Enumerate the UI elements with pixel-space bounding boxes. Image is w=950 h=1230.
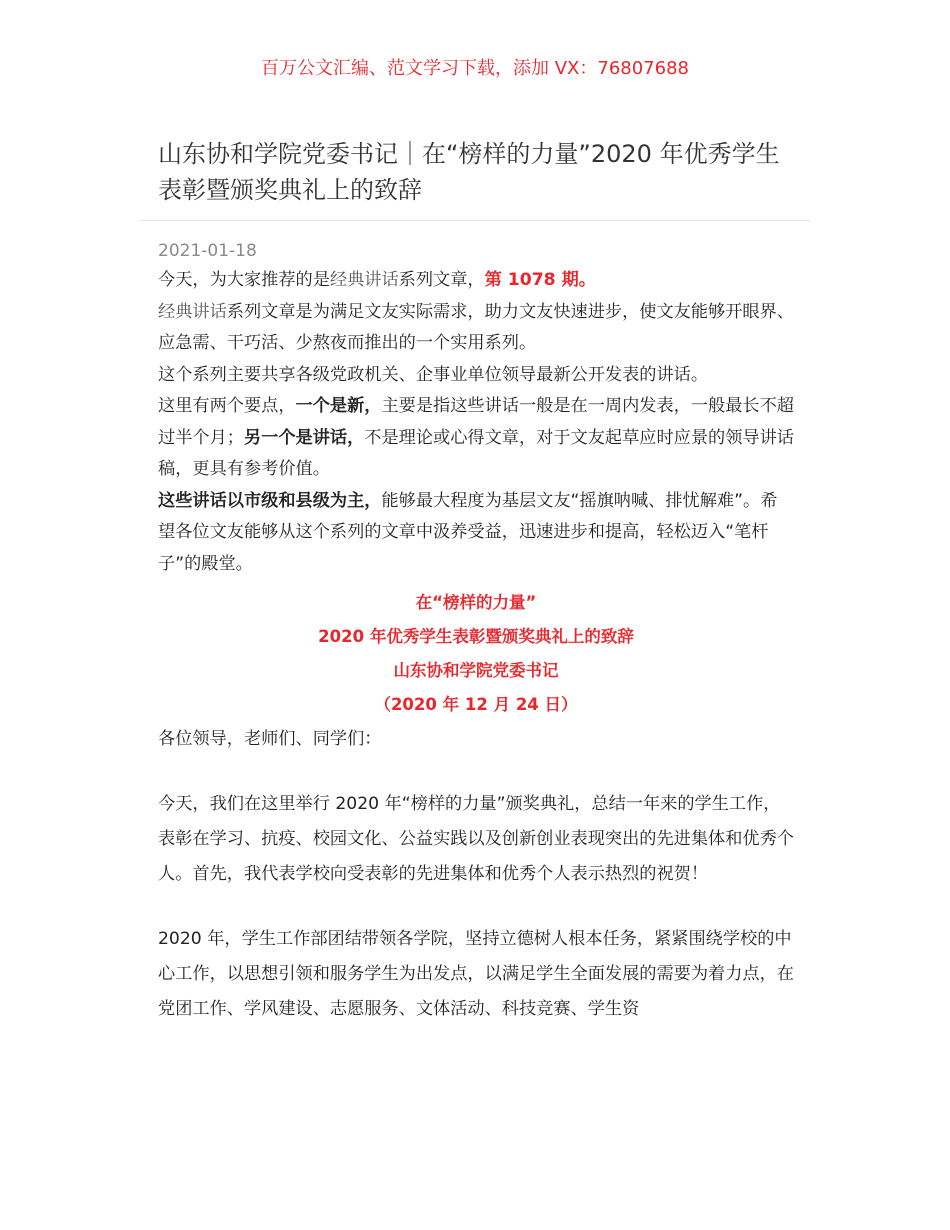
intro-paragraph-4: 这里有两个要点，一个是新，主要是指这些讲话一般是在一周内发表，一般最长不超过半个月；另一个是讲话，不是理论或心得文章，对于文友起草应时应景的领导讲话稿，更具有参考价值。	[158, 396, 794, 479]
speech-heading-line: 2020 年优秀学生表彰暨颁奖典礼上的致辞	[318, 627, 634, 646]
intro-paragraph-5: 这些讲话以市级和县级为主，能够最大程度为基层文友“摇旗呐喊、排忧解难”。希望各位文友能够从这个系列的文章中汲养受益，迅速进步和提高，轻松迈入“笔杆子”的殿堂。	[158, 490, 778, 574]
article-body	[158, 265, 794, 1027]
speech-heading-date: （2020 年 12 月 24 日）	[374, 695, 578, 714]
salutation: 各位领导，老师们、同学们：	[158, 729, 382, 749]
speech-heading-line: 山东协和学院党委书记	[393, 661, 559, 680]
intro-paragraph-2: 经典讲话系列文章是为满足文友实际需求，助力文友快速进步，使文友能够开眼界、应急需、干巧活、少熬夜而推出的一个实用系列。	[158, 301, 794, 353]
intro-paragraph-1: 今天，为大家推荐的是经典讲话系列文章，第 1078 期。	[158, 270, 596, 290]
series-name: 经典讲话	[158, 301, 227, 322]
issue-number: 第 1078 期。	[484, 270, 596, 290]
series-name: 经典讲话	[329, 270, 399, 290]
title-divider	[140, 220, 810, 221]
speech-heading-line: 在“榜样的力量”	[415, 593, 537, 612]
speech-paragraph-2: 2020 年，学生工作部团结带领各学院，坚持立德树人根本任务，紧紧围绕学校的中心工作，以思想引领和服务学生为出发点，以满足学生全面发展的需要为着力点，在党团工作、学风建设、志愿服务、文体活动、科技竞赛、学生资	[158, 929, 794, 1019]
speech-heading	[158, 586, 794, 722]
promo-banner: 百万公文汇编、范文学习下载，添加 VX：76807688	[261, 58, 689, 79]
intro-paragraph-3: 这个系列主要共享各级党政机关、企事业单位领导最新公开发表的讲话。	[158, 364, 709, 385]
publish-date: 2021-01-18	[158, 241, 257, 261]
article-title: 山东协和学院党委书记｜在“榜样的力量”2020 年优秀学生表彰暨颁奖典礼上的致辞	[158, 140, 780, 204]
speech-paragraph-1: 今天，我们在这里举行 2020 年“榜样的力量”颁奖典礼，总结一年来的学生工作，表彰在学习、抗疫、校园文化、公益实践以及创新创业表现突出的先进集体和优秀个人。首先，我代表学校向受表彰的先进集体和优秀个人表示热烈的祝贺！	[158, 794, 794, 884]
